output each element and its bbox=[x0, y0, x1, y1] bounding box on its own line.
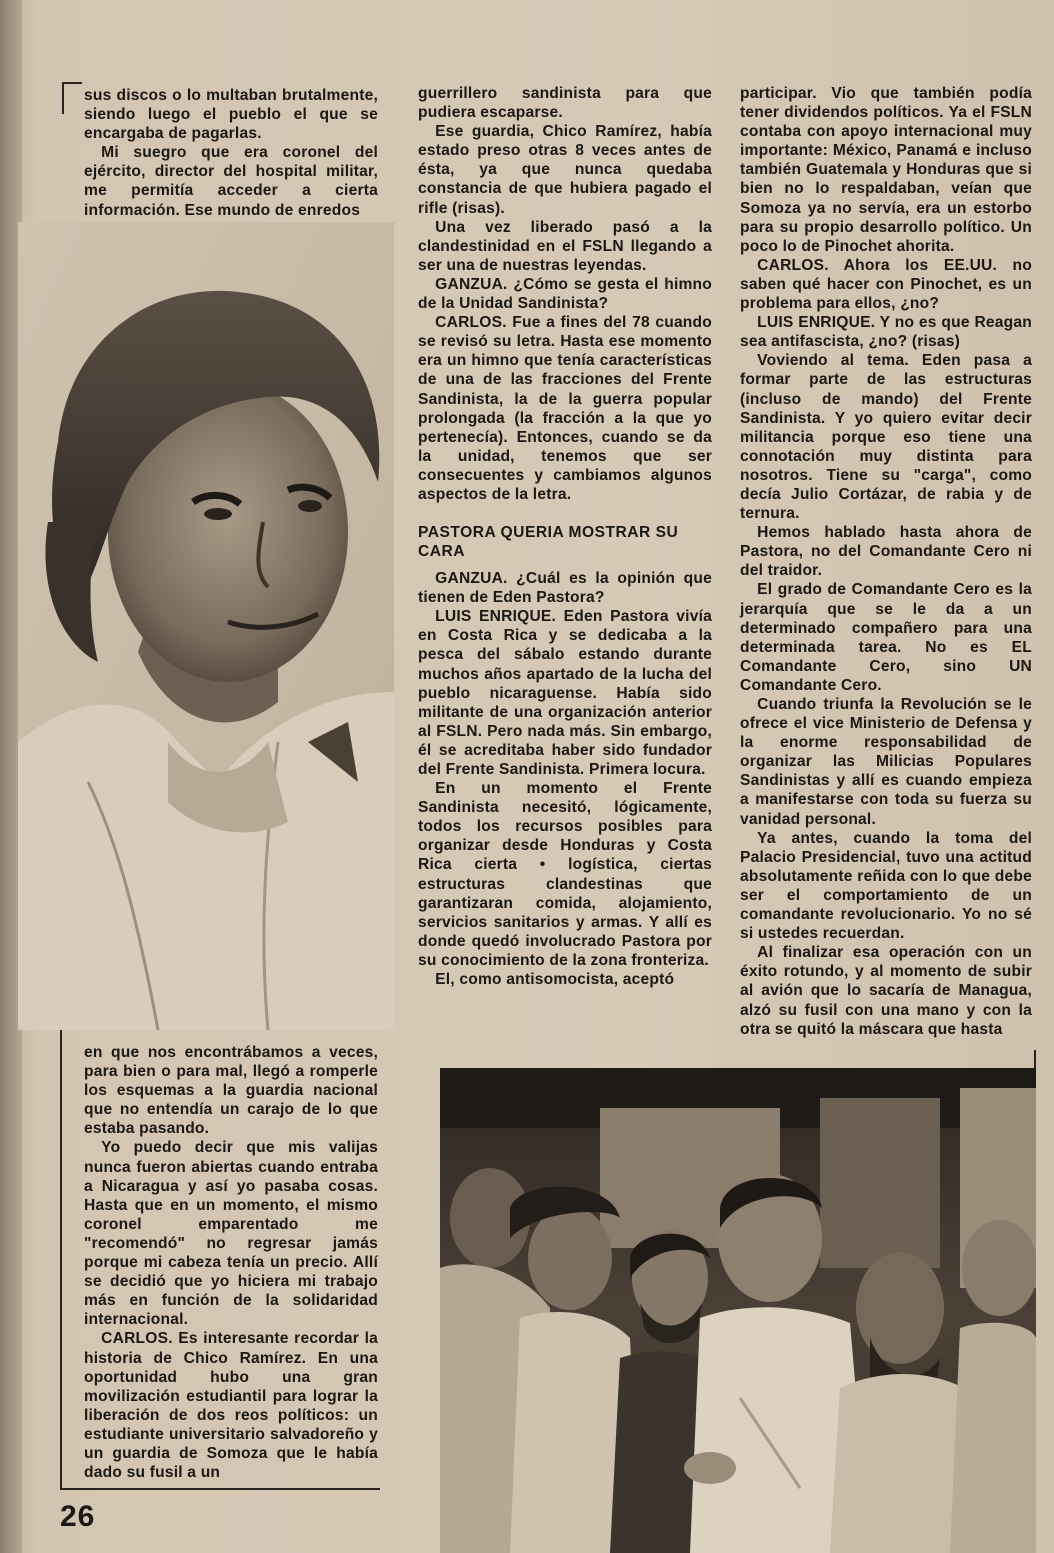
paragraph: sus discos o lo multaban brutalmente, siendo luego el pueblo el que se encargaba de pagarlas. bbox=[84, 87, 378, 143]
paragraph: CARLOS. Ahora los EE.UU. no saben qué hacer con Pinochet, es un problema para ellos, ¿no? bbox=[740, 256, 1032, 313]
paragraph: GANZUA. ¿Cómo se gesta el himno de la Unidad Sandinista? bbox=[418, 275, 712, 313]
frame-line-top bbox=[62, 82, 82, 84]
frame-line-bottom-left bbox=[60, 1030, 62, 1490]
column-2 bbox=[418, 84, 712, 989]
paragraph: LUIS ENRIQUE. Eden Pastora vivía en Costa Rica y se dedicaba a la pesca del sábalo estando durante muchos años apartado de la lucha del pueblo nicaraguense. Había sido militante de una organización anterior al FSLN. Pero nada más. Sin embargo, él se acreditaba haber sido fundador del Frente Sandinista. Primera locura. bbox=[418, 608, 712, 778]
paragraph: GANZUA. ¿Cuál es la opinión que tienen de Eden Pastora? bbox=[418, 570, 712, 607]
frame-line-bottom bbox=[60, 1488, 380, 1490]
paragraph: CARLOS. Fue a fines del 78 cuando se revisó su letra. Hasta ese momento era un himno que tenía características de una de las fracciones del Frente Sandinista, la de la guerra popular prolongada (la fracción a la que yo pertenecía). Entonces, cuando se da la unidad, tenemos que ser consecuentes y cambiamos algunos aspectos de la letra. bbox=[418, 314, 712, 503]
paragraph: El grado de Comandante Cero es la jerarquía que se le da a un determinado compañero para una determinada tarea. No es EL Comandante Cero, sino UN Comandante Cero. bbox=[740, 581, 1032, 694]
paragraph: participar. Vio que también podía tener dividendos políticos. Ya el FSLN contaba con apoyo internacional muy importante: México, Panamá e incluso también Guatemala y Honduras que si bien no lo respaldaban, veían que Somoza ya no servía, era un estorbo para su propio desarrollo político. Un poco lo de Pinochet ahorita. bbox=[740, 85, 1032, 255]
portrait-photo bbox=[18, 222, 394, 1030]
page-number: 26 bbox=[60, 1500, 96, 1533]
section-heading: PASTORA QUERIA MOSTRAR SU CARA bbox=[418, 524, 679, 561]
paragraph: Una vez liberado pasó a la clandestinidad en el FSLN llegando a ser una de nuestras leyendas. bbox=[418, 218, 712, 274]
paragraph: Yo puedo decir que mis valijas nunca fueron abiertas cuando entraba a Nicaragua y así yo pasaba cosas. Hasta que en un momento, el mismo coronel emparentado me "recomendó" no regresar jamás porque mi cabeza tenía un precio. Allí se decidió que yo hiciera mi trabajo más en función de la solidaridad internacional. bbox=[84, 1139, 378, 1329]
paragraph: Ya antes, cuando la toma del Palacio Presidencial, tuvo una actitud absolutamente reñida con lo que debe ser el comportamiento de un comandante revolucionario. Yo no sé si ustedes recuerdan. bbox=[740, 829, 1032, 943]
column-3 bbox=[740, 84, 1032, 1039]
paragraph: Cuando triunfa la Revolución se le ofrece el vice Ministerio de Defensa y la enorme responsabilidad de organizar las Milicias Populares Sandinistas y allí es cuando empieza a manifestarse con toda su fuerza su vanidad personal. bbox=[740, 696, 1032, 828]
paragraph: En un momento el Frente Sandinista necesitó, lógicamente, todos los recursos posibles para organizar desde Honduras y Costa Rica cierta • logística, ciertas estructuras clandestinas que garantizaran comida, alojamiento, servicios sanitarios y armas. Y allí es donde quedó involucrado Pastora por su conocimiento de la zona fronteriza. bbox=[418, 780, 712, 969]
paragraph: Ese guardia, Chico Ramírez, había estado preso otras 8 veces antes de ésta, ya que nunca quedaba constancia de que hubiera pagado el rifle (risas). bbox=[418, 123, 712, 217]
paragraph: El, como antisomocista, aceptó bbox=[435, 971, 675, 989]
paragraph: Hemos hablado hasta ahora de Pastora, no del Comandante Cero ni del traidor. bbox=[740, 524, 1032, 580]
paragraph: CARLOS. Es interesante recordar la historia de Chico Ramírez. En una oportunidad hubo una gran movilización estudiantil para lograr la liberación de dos reos políticos: un estudiante universitario salvadoreño y un guardia de Somoza que le había dado su fusil a un bbox=[84, 1330, 378, 1482]
column-1-top bbox=[84, 86, 378, 220]
column-1-bottom bbox=[84, 1043, 378, 1482]
paragraph: Al finalizar esa operación con un éxito rotundo, y al momento de subir al avión que lo sacaría de Managua, alzó su fusil con una mano y con la otra se quitó la máscara que hasta bbox=[740, 944, 1032, 1038]
paragraph: guerrillero sandinista para que pudiera escaparse. bbox=[418, 85, 712, 122]
paragraph: en que nos encontrábamos a veces, para bien o para mal, llegó a romperle los esquemas a la guardia nacional que no entendía un carajo de lo que estaba pasando. bbox=[84, 1044, 378, 1138]
paragraph: Voviendo al tema. Eden pasa a formar parte de las estructuras (incluso de mando) del Frente Sandinista. Y yo quiero evitar decir militancia porque eso tiene una connotación muy distinta para nosotros. Tiene su "carga", como decía Julio Cortázar, de rabia y de ternura. bbox=[740, 352, 1032, 523]
group-photo bbox=[440, 1068, 1036, 1553]
frame-line-top-left bbox=[62, 82, 64, 114]
paragraph: Mi suegro que era coronel del ejército, director del hospital militar, me permitía acceder a cierta información. Ese mundo de enredos bbox=[84, 144, 378, 219]
paragraph: LUIS ENRIQUE. Y no es que Reagan sea antifascista, ¿no? (risas) bbox=[740, 314, 1032, 351]
